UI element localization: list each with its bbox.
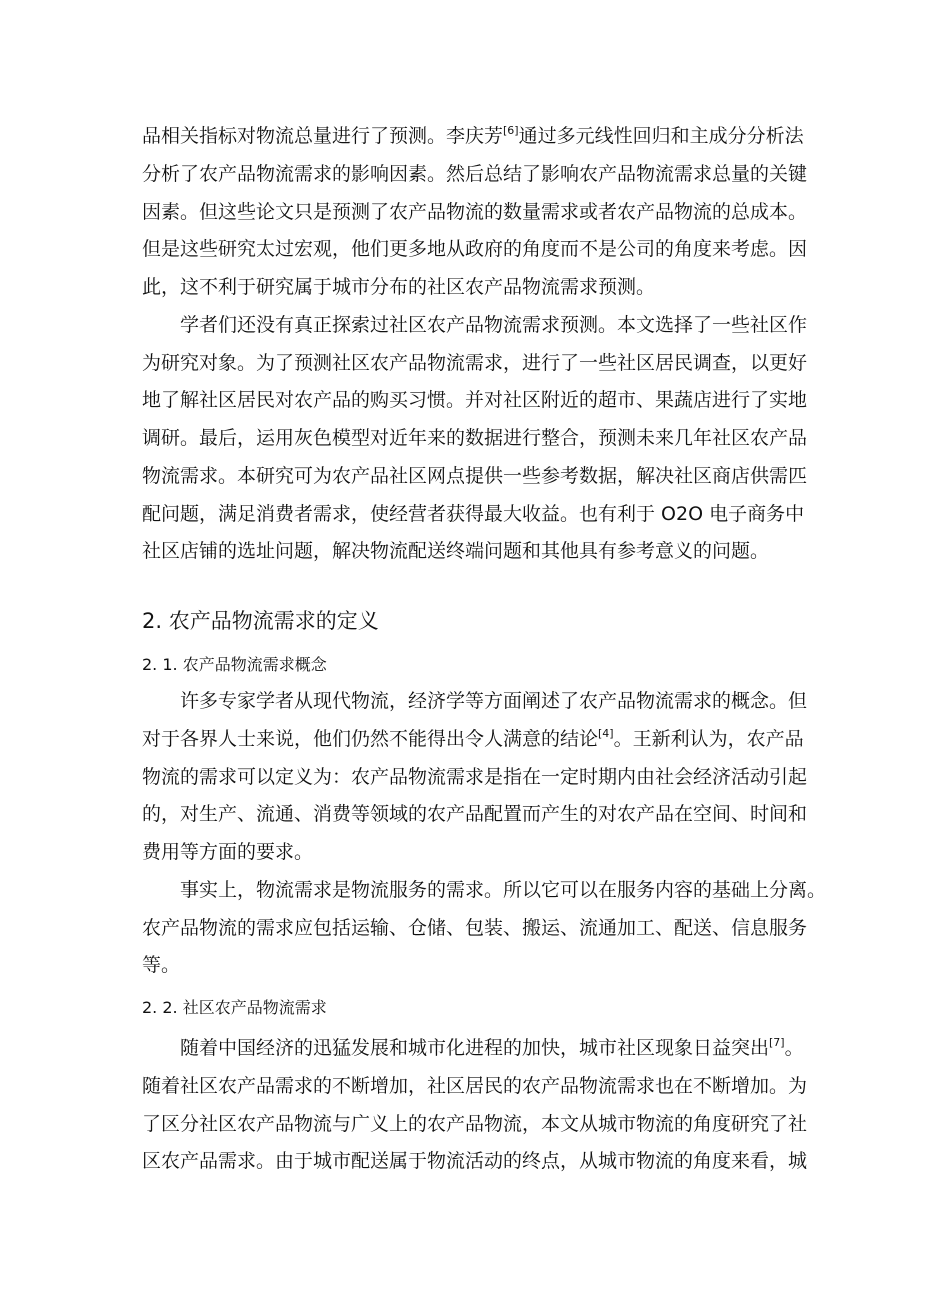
text-line: 因素。但这些论文只是预测了农产品物流的数量需求或者农产品物流的总成本。: [142, 201, 808, 223]
text-line: 此，这不利于研究属于城市分布的社区农产品物流需求预测。: [142, 276, 656, 298]
text-line: 随着中国经济的迅猛发展和城市化进程的加快，城市社区现象日益突出[7]。: [180, 1036, 804, 1059]
text-line: 物流需求。本研究可为农产品社区网点提供一些参考数据，解决社区商店供需匹: [142, 465, 808, 487]
subsection-heading: 2. 1. 农产品物流需求概念: [142, 655, 327, 674]
text-line: 为研究对象。为了预测社区农产品物流需求，进行了一些社区居民调查，以更好: [142, 352, 808, 374]
text-line: 的，对生产、流通、消费等领域的农产品配置而产生的对农产品在空间、时间和: [142, 803, 808, 825]
text-line: 品相关指标对物流总量进行了预测。李庆芳[6]通过多元线性回归和主成分分析法: [142, 124, 804, 147]
text-line: 分析了农产品物流需求的影响因素。然后总结了影响农产品物流需求总量的关键: [142, 163, 808, 185]
text-line: 物流的需求可以定义为：农产品物流需求是指在一定时期内由社会经济活动引起: [142, 766, 808, 788]
text-line: 了区分社区农产品物流与广义上的农产品物流，本文从城市物流的角度研究了社: [142, 1113, 808, 1135]
text-line: 配问题，满足消费者需求，使经营者获得最大收益。也有利于 O2O 电子商务中: [142, 503, 805, 525]
text-line: 学者们还没有真正探索过社区农产品物流需求预测。本文选择了一些社区作: [180, 314, 808, 336]
text-line: 区农产品需求。由于城市配送属于物流活动的终点，从城市物流的角度来看，城: [142, 1150, 808, 1172]
text-line: 调研。最后，运用灰色模型对近年来的数据进行整合，预测未来几年社区农产品: [142, 427, 808, 449]
text-line: 等。: [142, 954, 181, 976]
text-line: 地了解社区居民对农产品的购买习惯。并对社区附近的超市、果蔬店进行了实地: [142, 389, 808, 411]
section-heading: 2. 农产品物流需求的定义: [142, 609, 379, 633]
citation[interactable]: [7]: [769, 1036, 785, 1049]
text-line: 但是这些研究太过宏观，他们更多地从政府的角度而不是公司的角度来考虑。因: [142, 238, 808, 260]
text-line: 随着社区农产品需求的不断增加，社区居民的农产品物流需求也在不断增加。为: [142, 1075, 808, 1097]
text-line: 农产品物流的需求应包括运输、仓储、包装、搬运、流通加工、配送、信息服务: [142, 917, 808, 939]
subsection-heading: 2. 2. 社区农产品物流需求: [142, 998, 327, 1017]
citation[interactable]: [4]: [598, 727, 614, 740]
citation[interactable]: [6]: [503, 124, 519, 137]
text-line: 对于各界人士来说，他们仍然不能得出令人满意的结论[4]。王新利认为，农产品: [142, 727, 804, 750]
text-line: 社区店铺的选址问题，解决物流配送终端问题和其他具有参考意义的问题。: [142, 540, 770, 562]
text-line: 事实上，物流需求是物流服务的需求。所以它可以在服务内容的基础上分离。: [180, 879, 827, 901]
text-line: 许多专家学者从现代物流，经济学等方面阐述了农产品物流需求的概念。但: [180, 690, 808, 712]
text-line: 费用等方面的要求。: [142, 841, 314, 863]
